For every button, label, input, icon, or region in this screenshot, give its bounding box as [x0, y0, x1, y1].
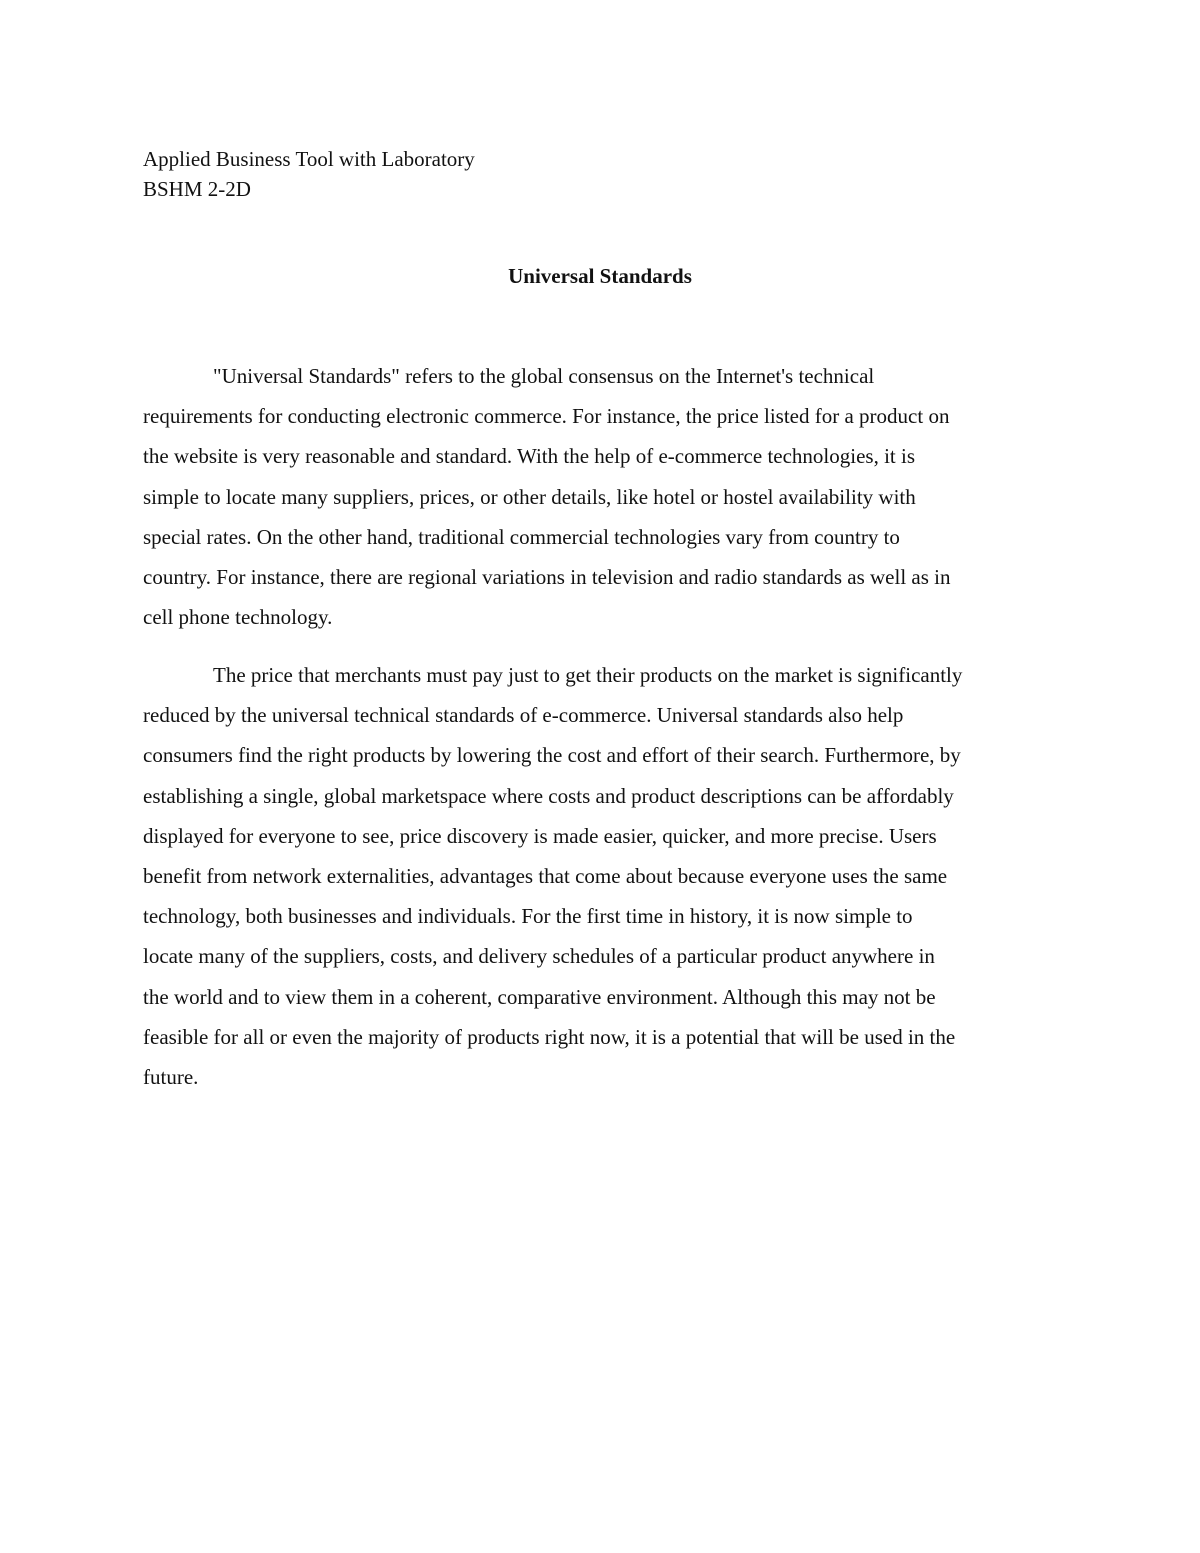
paragraph-line: locate many of the suppliers, costs, and delivery schedules of a particular product anywhere in: [143, 944, 935, 969]
paragraph-line: benefit from network externalities, advantages that come about because everyone uses the same: [143, 864, 948, 889]
paragraph-line: technology, both businesses and individuals. For the first time in history, it is now simple to: [143, 904, 913, 929]
paragraph-line: displayed for everyone to see, price discovery is made easier, quicker, and more precise. Users: [143, 823, 937, 848]
paragraph-line: The price that merchants must pay just to get their products on the market is significantly: [213, 663, 963, 687]
paragraph-line: feasible for all or even the majority of products right now, it is a potential that will be used in the: [143, 1024, 956, 1049]
course-name: Applied Business Tool with Laboratory: [143, 147, 475, 171]
paragraph-line: the website is very reasonable and standard. With the help of e-commerce technologies, it is: [143, 444, 916, 469]
paragraph-line: requirements for conducting electronic commerce. For instance, the price listed for a product on: [143, 404, 950, 429]
paragraph-line: cell phone technology.: [143, 605, 333, 630]
paragraph-line: simple to locate many suppliers, prices, or other details, like hotel or hostel availability with: [143, 484, 916, 509]
paragraph-line: special rates. On the other hand, traditional commercial technologies vary from country to: [143, 524, 900, 549]
paragraph-line: reduced by the universal technical standards of e-commerce. Universal standards also help: [143, 703, 904, 728]
section-code: BSHM 2-2D: [143, 177, 251, 201]
paragraph-line: future.: [143, 1065, 199, 1090]
paragraph-line: establishing a single, global marketspace where costs and product descriptions can be affordably: [143, 783, 954, 808]
paragraph-line: consumers find the right products by lowering the cost and effort of their search. Furthermore, by: [143, 743, 961, 768]
paragraph-line: "Universal Standards" refers to the global consensus on the Internet's technical: [213, 364, 875, 388]
paragraph-line: the world and to view them in a coherent, comparative environment. Although this may not be: [143, 984, 936, 1009]
paragraph-1: [143, 356, 1061, 637]
paragraph-2: [143, 655, 1061, 1097]
document-header: [143, 144, 475, 204]
paragraph-line: country. For instance, there are regional variations in television and radio standards as well as in: [143, 565, 951, 590]
document-title: Universal Standards: [508, 264, 692, 288]
